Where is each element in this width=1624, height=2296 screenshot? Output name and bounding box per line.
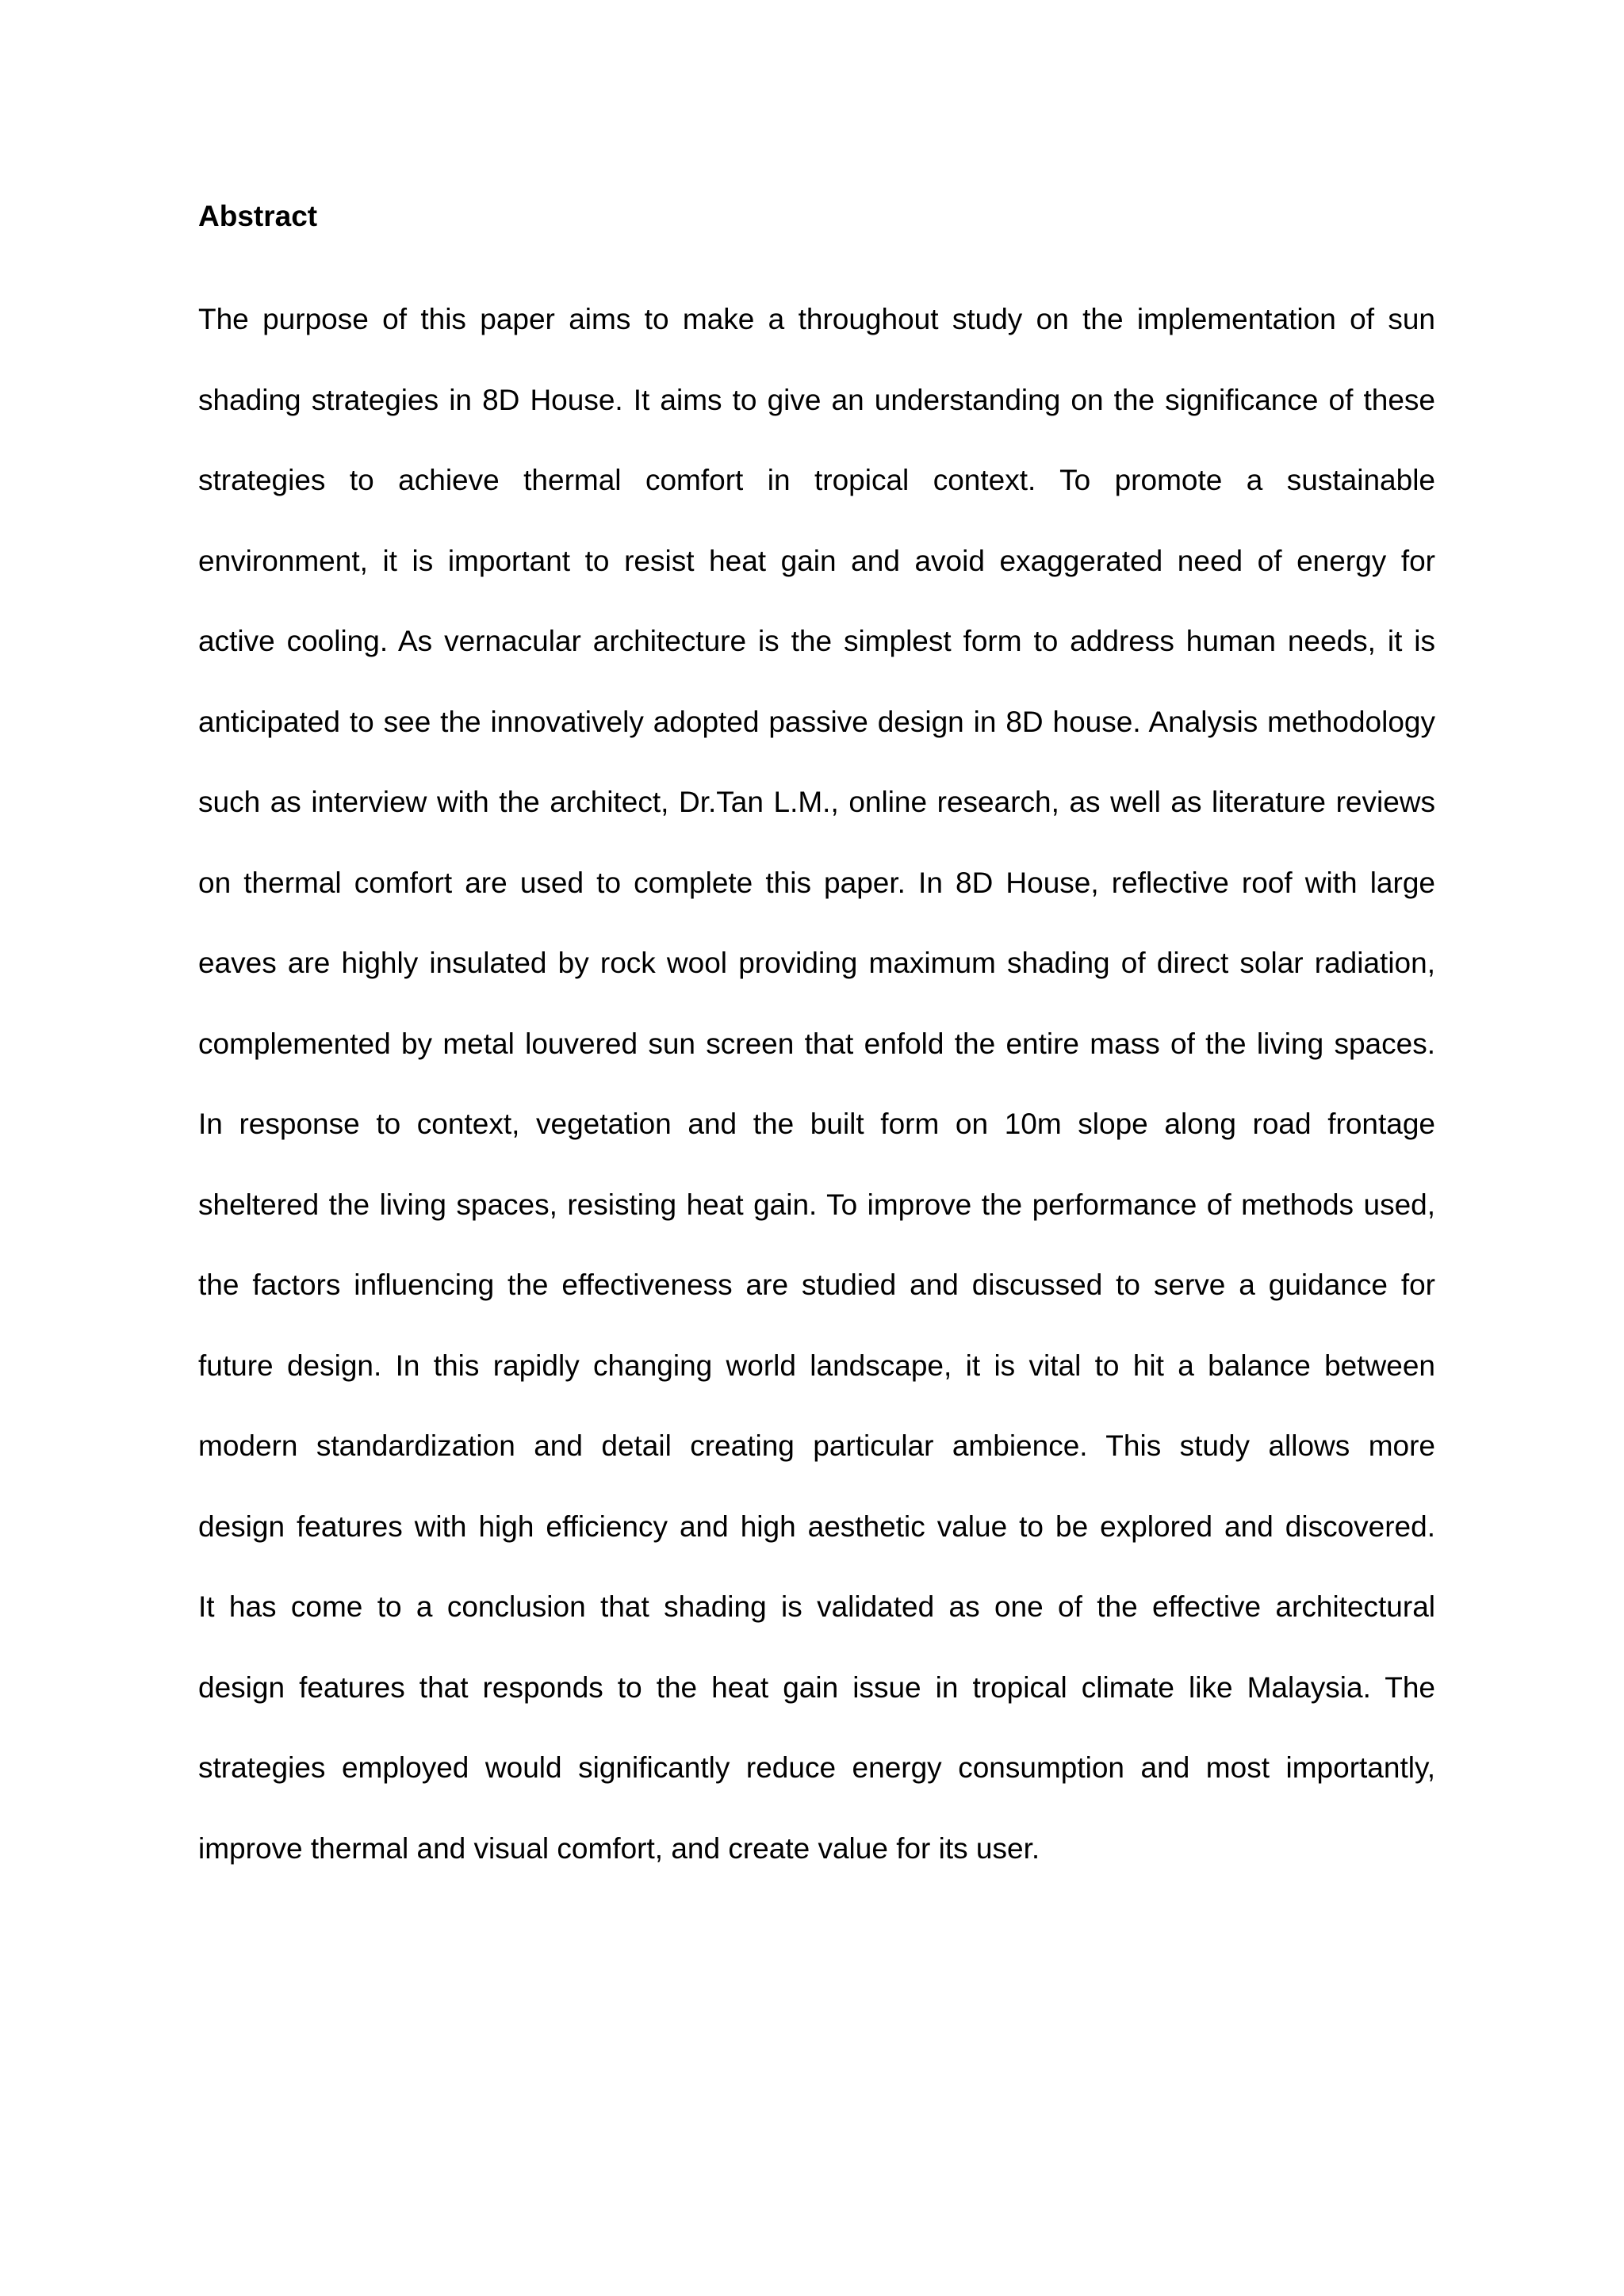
abstract-line: modern standardization and detail creating particular ambience. This study allows more — [198, 1429, 1435, 1462]
abstract-line: improve thermal and visual comfort, and create value for its user. — [198, 1831, 1040, 1865]
abstract-line: future design. In this rapidly changing world landscape, it is vital to hit a balance between — [198, 1349, 1435, 1382]
abstract-line: design features with high efficiency and high aesthetic value to be explored and discovered. — [198, 1510, 1435, 1543]
abstract-line: In response to context, vegetation and the built form on 10m slope along road frontage — [198, 1108, 1435, 1140]
abstract-body — [198, 300, 1435, 1909]
abstract-line: design features that responds to the heat gain issue in tropical climate like Malaysia. The — [198, 1670, 1435, 1704]
abstract-line: It has come to a conclusion that shading is validated as one of the effective architectural — [198, 1590, 1435, 1623]
abstract-line: complemented by metal louvered sun screen that enfold the entire mass of the living spaces. — [198, 1027, 1435, 1060]
abstract-line: such as interview with the architect, Dr.Tan L.M., online research, as well as literature reviews — [198, 786, 1435, 818]
abstract-line: shading strategies in 8D House. It aims to give an understanding on the significance of these — [198, 383, 1435, 416]
abstract-line: eaves are highly insulated by rock wool providing maximum shading of direct solar radiation, — [198, 947, 1435, 979]
abstract-line: sheltered the living spaces, resisting heat gain. To improve the performance of methods used, — [198, 1188, 1435, 1221]
abstract-line: The purpose of this paper aims to make a throughout study on the implementation of sun — [198, 303, 1435, 335]
abstract-line: environment, it is important to resist heat gain and avoid exaggerated need of energy for — [198, 544, 1435, 577]
abstract-line: strategies to achieve thermal comfort in tropical context. To promote a sustainable — [198, 464, 1435, 496]
abstract-line: the factors influencing the effectiveness are studied and discussed to serve a guidance for — [198, 1269, 1435, 1301]
abstract-line: on thermal comfort are used to complete this paper. In 8D House, reflective roof with large — [198, 866, 1435, 899]
abstract-heading: Abstract — [198, 200, 318, 232]
abstract-line: active cooling. As vernacular architecture is the simplest form to address human needs, it is — [198, 625, 1435, 657]
abstract-line: anticipated to see the innovatively adopted passive design in 8D house. Analysis methodology — [198, 705, 1435, 738]
abstract-line: strategies employed would significantly reduce energy consumption and most importantly, — [198, 1751, 1435, 1784]
